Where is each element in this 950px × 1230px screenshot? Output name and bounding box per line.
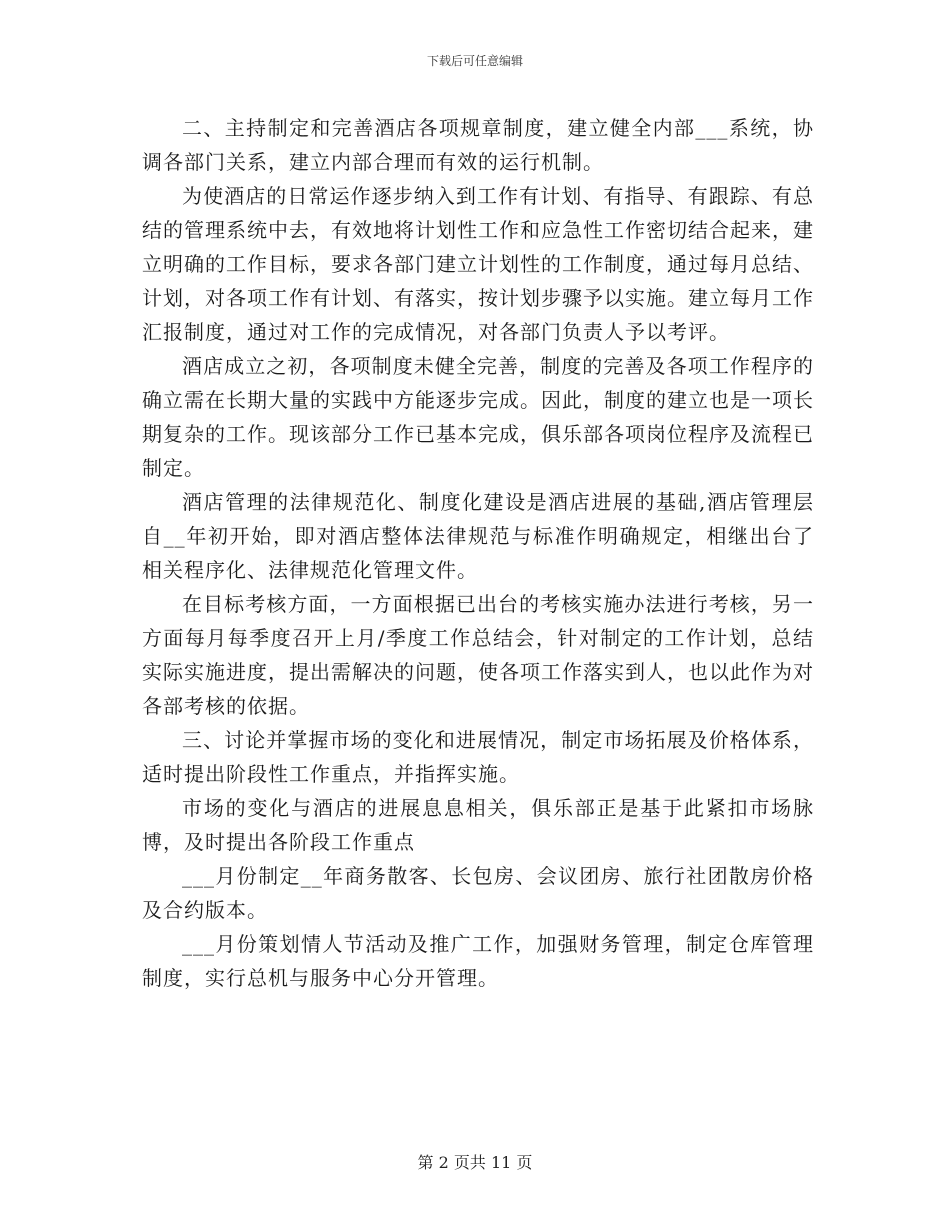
page-header: 下载后可任意编辑 bbox=[426, 54, 523, 68]
paragraph-2: 为使酒店的日常运作逐步纳入到工作有计划、有指导、有跟踪、有总结的管理系统中去，有效地将计划性工作和应急性工作密切结合起来，建立明确的工作目标，要求各部门建立计划性的工作制度，通过每月总结、计划，对各项工作有计划、有落实，按计划步骤予以实施。建立每月工作汇报制度，通过对工作的完成情况，对各部门负责人予以考评。 bbox=[142, 184, 814, 344]
paragraph-5: 在目标考核方面，一方面根据已出台的考核实施办法进行考核，另一方面每月每季度召开上月/季度工作总结会，针对制定的工作计划，总结实际实施进度，提出需解决的问题，使各项工作落实到人，也以此作为对各部考核的依据。 bbox=[142, 592, 814, 718]
paragraph-4: 酒店管理的法律规范化、制度化建设是酒店进展的基础,酒店管理层自__年初开始，即对酒店整体法律规范与标准作明确规定，相继出台了相关程序化、法律规范化管理文件。 bbox=[142, 490, 814, 582]
paragraph-9: ___月份策划情人节活动及推广工作，加强财务管理，制定仓库管理制度，实行总机与服务中心分开管理。 bbox=[142, 932, 814, 990]
paragraph-7: 市场的变化与酒店的进展息息相关，俱乐部正是基于此紧扣市场脉博，及时提出各阶段工作重点 bbox=[142, 796, 814, 854]
page-footer: 第 2 页共 11 页 bbox=[417, 1153, 533, 1172]
paragraph-8: ___月份制定__年商务散客、长包房、会议团房、旅行社团散房价格及合约版本。 bbox=[142, 864, 814, 922]
document-body bbox=[142, 111, 814, 995]
paragraph-3: 酒店成立之初，各项制度未健全完善，制度的完善及各项工作程序的确立需在长期大量的实践中方能逐步完成。因此，制度的建立也是一项长期复杂的工作。现该部分工作已基本完成，俱乐部各项岗位程序及流程已制定。 bbox=[142, 354, 814, 480]
paragraph-6: 三、讨论并掌握市场的变化和进展情况，制定市场拓展及价格体系，适时提出阶段性工作重点，并指挥实施。 bbox=[142, 728, 814, 786]
paragraph-1: 二、主持制定和完善酒店各项规章制度，建立健全内部___系统，协调各部门关系，建立内部合理而有效的运行机制。 bbox=[142, 116, 814, 174]
